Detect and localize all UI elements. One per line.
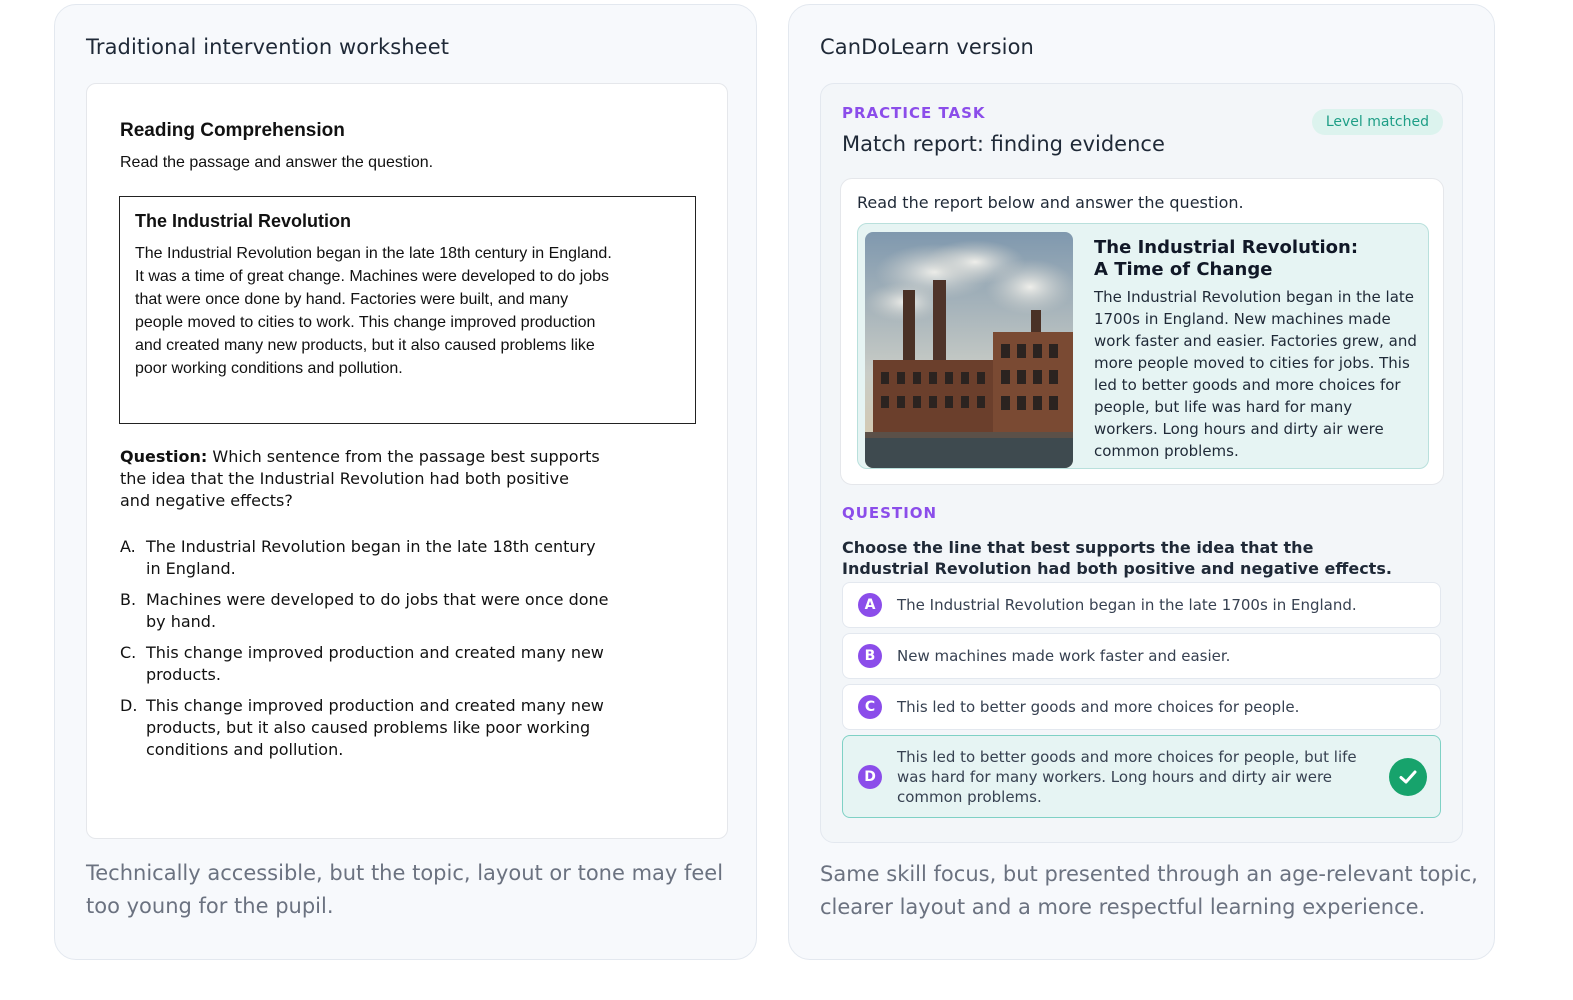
checkmark-icon bbox=[1389, 758, 1427, 796]
option-text: Machines were developed to do jobs that were once done by hand. bbox=[146, 590, 609, 631]
passage-title: The Industrial Revolution bbox=[135, 211, 352, 231]
choice-letter-badge: B bbox=[858, 644, 882, 668]
choice-text: The Industrial Revolution began in the late 1700s in England. bbox=[897, 596, 1357, 614]
question-text: Which sentence from the passage best supports the idea that the Industrial Revolution had both positive and negative effects? bbox=[120, 447, 600, 510]
report-panel bbox=[857, 223, 1429, 469]
choice-b[interactable] bbox=[842, 633, 1441, 679]
worksheet-option-a[interactable] bbox=[120, 536, 610, 580]
option-text: This change improved production and created many new products, but it also caused problems like poor working conditions and pollution. bbox=[146, 696, 604, 759]
report-instruction: Read the report below and answer the question. bbox=[857, 193, 1244, 212]
practice-task-card bbox=[820, 83, 1463, 843]
choice-text: This led to better goods and more choices for people, but life was hard for many workers. Long hours and dirty air were common problems. bbox=[897, 747, 1357, 806]
choice-text: New machines made work faster and easier. bbox=[897, 647, 1231, 665]
choice-text: This led to better goods and more choices for people. bbox=[897, 698, 1300, 716]
choice-letter-badge: C bbox=[858, 695, 882, 719]
worksheet-instruction: Read the passage and answer the question. bbox=[120, 154, 434, 171]
report-body: The Industrial Revolution began in the late 1700s in England. New machines made work faster and easier. Factories grew, and more people moved to cities for jobs. This led to better goods and more choices for people, but life was hard for many workers. Long hours and dirty air were common problems. bbox=[1094, 288, 1417, 460]
worksheet-option-b[interactable] bbox=[120, 589, 610, 633]
option-letter: D. bbox=[120, 696, 138, 715]
worksheet-option-d[interactable] bbox=[120, 695, 610, 761]
practice-task-eyebrow: PRACTICE TASK bbox=[842, 104, 986, 122]
panel-title: Traditional intervention worksheet bbox=[86, 35, 450, 59]
worksheet bbox=[86, 83, 728, 839]
option-letter: B. bbox=[120, 590, 137, 609]
passage-body: The Industrial Revolution began in the late 18th century in England. It was a time of great change. Machines were developed to do jobs that were once done by hand. Factories were built, and many people moved to cities to work. This change improved production and created many new products, but it also caused problems like poor working conditions and pollution. bbox=[135, 245, 612, 377]
question-label: Question: bbox=[120, 447, 208, 466]
level-badge: Level matched bbox=[1312, 109, 1443, 135]
choice-a[interactable] bbox=[842, 582, 1441, 628]
report-heading bbox=[1094, 237, 1414, 281]
worksheet-heading: Reading Comprehension bbox=[120, 120, 345, 141]
option-letter: A. bbox=[120, 537, 136, 556]
factory-photo-icon bbox=[865, 232, 1073, 468]
question-text: Choose the line that best supports the idea that the Industrial Revolution had both positive and negative effects. bbox=[842, 538, 1392, 578]
panel-caption: Same skill focus, but presented through an age-relevant topic, clearer layout and a more respectful learning experience. bbox=[820, 862, 1478, 919]
panel-caption: Technically accessible, but the topic, layout or tone may feel too young for the pupil. bbox=[86, 861, 724, 918]
option-letter: C. bbox=[120, 643, 137, 662]
report-heading-line1: The Industrial Revolution: bbox=[1094, 237, 1359, 258]
report-card bbox=[840, 178, 1444, 485]
question-eyebrow: QUESTION bbox=[842, 504, 938, 522]
candolearn-panel bbox=[788, 4, 1495, 960]
choice-c[interactable] bbox=[842, 684, 1441, 730]
choice-d[interactable] bbox=[842, 735, 1441, 818]
choice-letter-badge: D bbox=[858, 765, 882, 789]
traditional-panel bbox=[54, 4, 757, 960]
worksheet-question bbox=[120, 446, 600, 512]
option-text: The Industrial Revolution began in the late 18th century in England. bbox=[146, 537, 596, 578]
worksheet-options bbox=[120, 536, 610, 770]
report-heading-line2: A Time of Change bbox=[1094, 259, 1273, 280]
option-text: This change improved production and created many new products. bbox=[146, 643, 604, 684]
choice-letter-badge: A bbox=[858, 593, 882, 617]
worksheet-option-c[interactable] bbox=[120, 642, 610, 686]
task-title: Match report: finding evidence bbox=[842, 132, 1165, 156]
passage-box bbox=[119, 196, 696, 424]
panel-title: CanDoLearn version bbox=[820, 35, 1034, 59]
